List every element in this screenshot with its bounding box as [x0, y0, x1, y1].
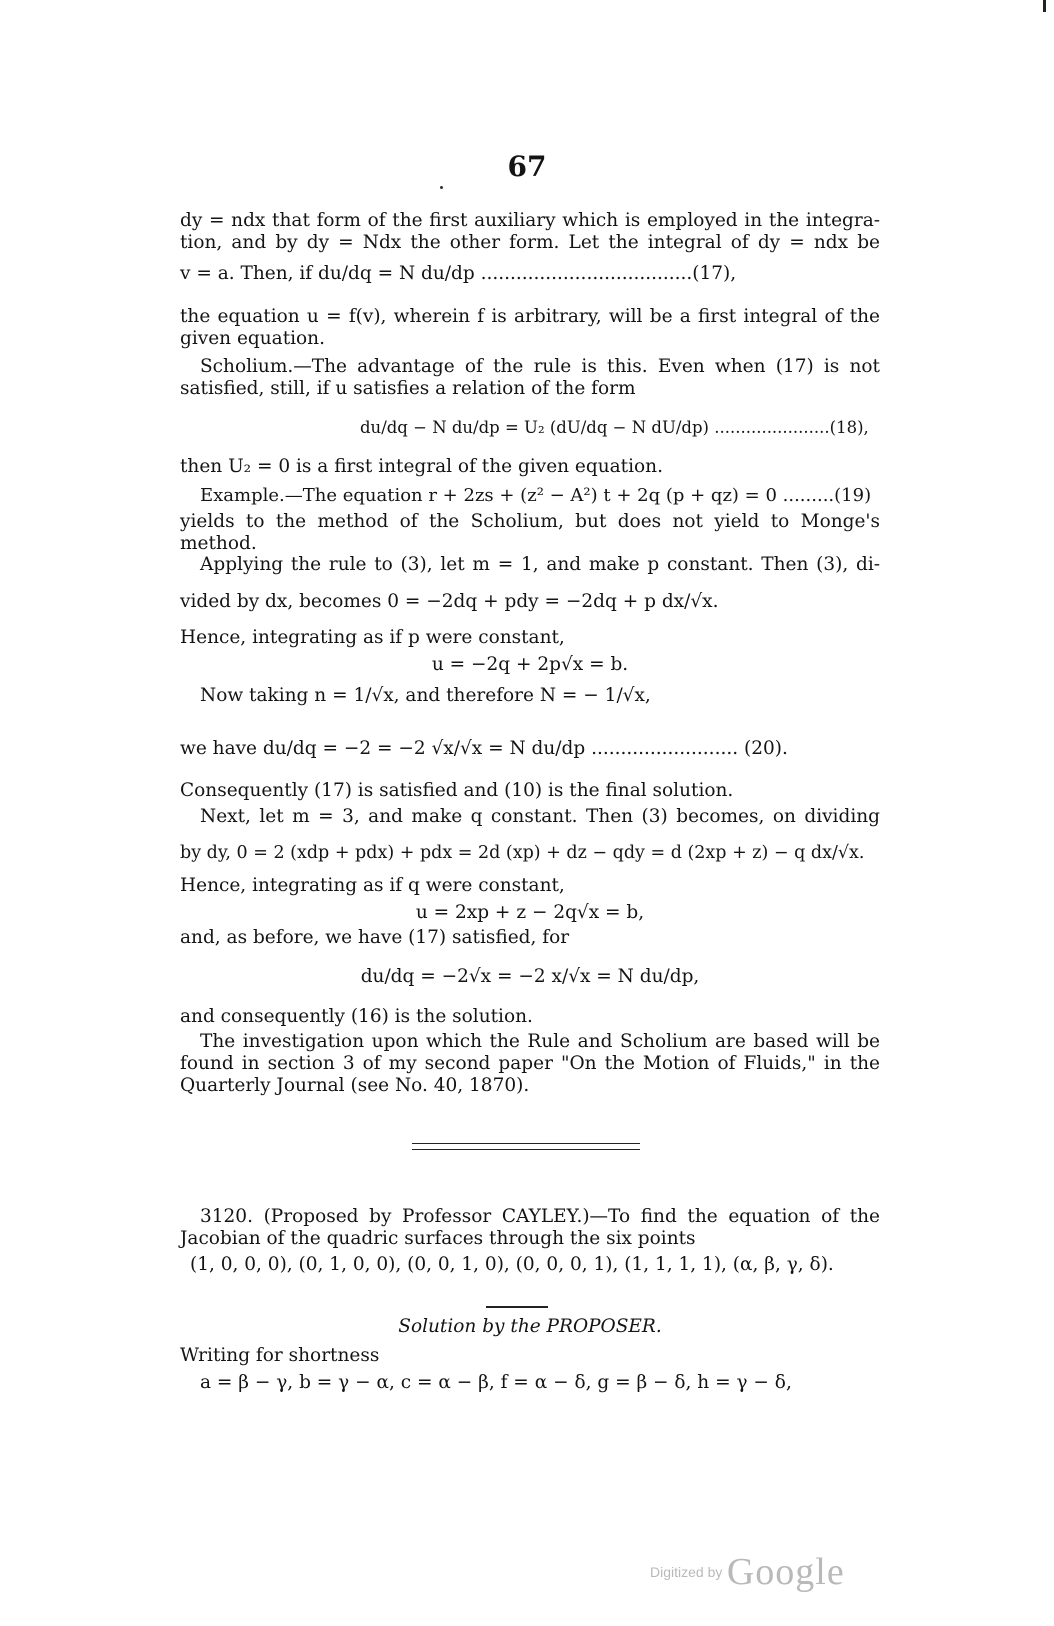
text-line-24: and, as before, we have (17) satisfied, for [180, 927, 570, 948]
text-line-31: Jacobian of the quadric surfaces through the six points [180, 1228, 696, 1249]
equation-17-line: v = a. Then, if du/dq = N du/dp ....................................(17), [180, 263, 737, 284]
text-line-9: then U₂ = 0 is a first integral of the given equation. [180, 456, 663, 477]
text-line-1: dy = ndx that form of the first auxiliary which is employed in the integra- [180, 210, 880, 231]
watermark-prefix: Digitized by [650, 1564, 723, 1580]
six-points-line: (1, 0, 0, 0), (0, 1, 0, 0), (0, 0, 1, 0), (0, 0, 0, 1), (1, 1, 1, 1), (α, β, γ, δ). [190, 1254, 834, 1275]
speck [440, 186, 443, 189]
page-number: 67 [507, 150, 547, 183]
text-line-5: given equation. [180, 328, 325, 349]
text-line-34: Writing for shortness [180, 1345, 380, 1366]
text-line-12: method. [180, 533, 257, 554]
text-line-19: Consequently (17) is satisfied and (10) is the final solution. [180, 780, 734, 801]
text-line-11: yields to the method of the Scholium, but does not yield to Monge's [180, 511, 880, 532]
text-line-26: and consequently (16) is the solution. [180, 1006, 533, 1027]
text-line-2: tion, and by dy = Ndx the other form. Let the integral of dy = ndx be [180, 232, 880, 253]
text-line-20: Next, let m = 3, and make q constant. Then (3) becomes, on dividing [200, 806, 880, 827]
text-line-28: found in section 3 of my second paper "On the Motion of Fluids," in the [180, 1053, 880, 1074]
short-rule [486, 1306, 548, 1308]
section-rule-bottom [412, 1149, 640, 1150]
text-line-22: Hence, integrating as if q were constant, [180, 875, 565, 896]
equation-u-2xp: u = 2xp + z − 2q√x = b, [415, 902, 645, 923]
equation-now-taking: Now taking n = 1/√x, and therefore N = − 1/√x, [200, 685, 651, 706]
equation-u-b: u = −2q + 2p√x = b. [431, 654, 629, 675]
example-equation-19: Example.—The equation r + 2zs + (z² − A²) t + 2q (p + qz) = 0 .........(19) [200, 485, 872, 506]
equation-du-dq: du/dq = −2√x = −2 x/√x = N du/dp, [360, 966, 700, 987]
watermark-brand: Google [726, 1551, 845, 1593]
equation-divided-by-dx: vided by dx, becomes 0 = −2dq + pdy = −2dq + p dx/√x. [180, 591, 719, 612]
text-line-15: Hence, integrating as if p were constant, [180, 627, 565, 648]
text-line-7: satisfied, still, if u satisfies a relation of the form [180, 378, 636, 399]
scholium-heading: Scholium.—The advantage of the rule is this. Even when (17) is not [200, 356, 880, 377]
problem-3120-heading: 3120. (Proposed by Professor CAYLEY.)—To find the equation of the [200, 1206, 880, 1227]
text-line-27: The investigation upon which the Rule and Scholium are based will be [200, 1031, 880, 1052]
text-line-13: Applying the rule to (3), let m = 1, and make p constant. Then (3), di- [200, 554, 880, 575]
equation-18: du/dq − N du/dp = U₂ (dU/dq − N dU/dp) ......................(18), [360, 418, 869, 437]
text-line-4: the equation u = f(v), wherein f is arbitrary, will be a first integral of the [180, 306, 880, 327]
section-rule-top [412, 1143, 640, 1144]
equation-divided-by-dy: by dy, 0 = 2 (xdp + pdx) + pdx = 2d (xp) + dz − qdy = d (2xp + z) − q dx/√x. [180, 843, 865, 863]
google-watermark [650, 1550, 845, 1594]
page-edge-mark [1043, 0, 1046, 12]
solution-heading: Solution by the PROPOSER. [398, 1316, 662, 1337]
equation-20: we have du/dq = −2 = −2 √x/√x = N du/dp ......................... (20). [180, 738, 788, 759]
text-line-29: Quarterly Journal (see No. 40, 1870). [180, 1075, 530, 1096]
definitions-line: a = β − γ, b = γ − α, c = α − β, f = α − δ, g = β − δ, h = γ − δ, [200, 1372, 792, 1393]
